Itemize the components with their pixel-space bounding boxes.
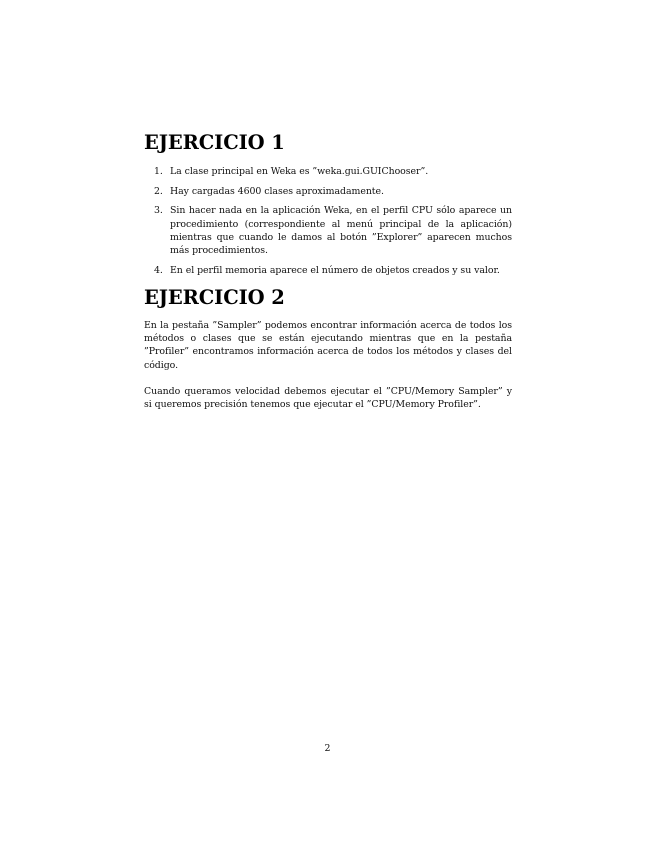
section-heading-ejercicio-1: EJERCICIO 1: [144, 131, 285, 154]
section-heading-ejercicio-2: EJERCICIO 2: [144, 285, 285, 309]
list-item-text: En el perfil memoria aparece el número de objetos creados y su valor.: [170, 264, 500, 276]
list-item: [144, 185, 512, 198]
list-item-number: 1.: [154, 166, 163, 177]
exercise-1-list: [144, 165, 512, 277]
list-item-text: La clase principal en Weka es ”weka.gui.GUIChooser”.: [170, 166, 429, 177]
list-item-text: Sin hacer nada en la aplicación Weka, en el perfil CPU sólo aparece un procedimiento (correspondiente al menú principal de la aplicación) mientras que cuando le damos al botón ”Explorer” aparecen muchos más procedimientos.: [170, 205, 512, 257]
page-body: [144, 132, 512, 411]
list-item-number: 3.: [154, 205, 163, 217]
list-item: [144, 264, 512, 277]
list-item-text: Hay cargadas 4600 clases aproximadamente.: [170, 185, 384, 197]
paragraph-sampler-profiler: En la pestaña ”Sampler” podemos encontrar información acerca de todos los métodos o clases que se están ejecutando mientras que en la pestaña ”Profiler” encontramos información acerca de todos los métodos y clases del código.: [144, 319, 512, 371]
paragraph-speed-precision: Cuando queramos velocidad debemos ejecutar el ”CPU/Memory Sampler” y si queremos precisión tenemos que ejecutar el ”CPU/Memory Profiler”.: [144, 385, 512, 410]
list-item-number: 2.: [154, 185, 163, 197]
list-item: [144, 165, 512, 178]
list-item-number: 4.: [154, 264, 163, 276]
list-item: [144, 204, 512, 257]
page-number: 2: [324, 743, 331, 754]
